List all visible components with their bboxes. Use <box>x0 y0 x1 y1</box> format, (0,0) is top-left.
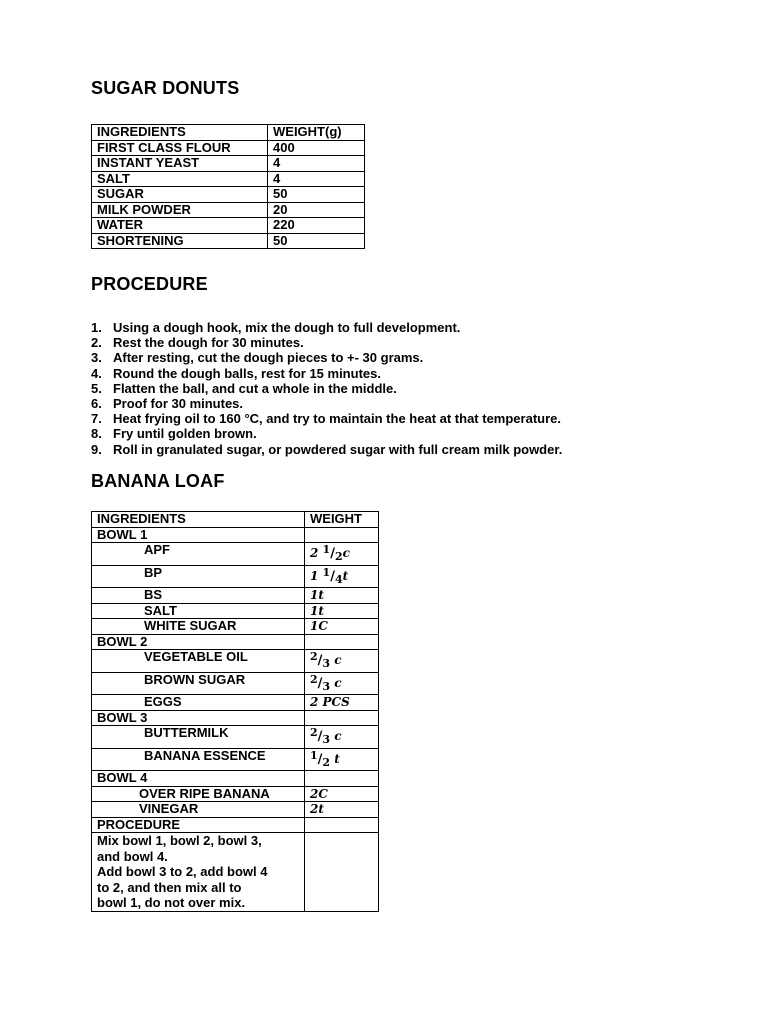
banana-loaf-title: BANANA LOAF <box>91 471 225 491</box>
amount-fraction: $^1/_2$ <box>322 543 343 563</box>
ingredient-weight <box>305 565 379 588</box>
procedure-label: PROCEDURE <box>92 817 305 833</box>
fraction-numerator: 2 <box>310 672 318 686</box>
step-text: Rest the dough for 30 minutes. <box>113 335 304 351</box>
amount: 2C <box>310 786 328 801</box>
ingredient-weight: 220 <box>268 218 365 234</box>
table-row <box>92 619 379 635</box>
table-row <box>92 156 365 172</box>
ingredient-name: MILK POWDER <box>92 202 268 218</box>
amount-unit: c <box>334 653 342 667</box>
step-text: Heat frying oil to 160 °C, and try to maintain the heat at that temperature. <box>113 411 561 427</box>
procedure-steps <box>91 320 562 457</box>
procedure-text <box>92 833 305 912</box>
empty-cell <box>305 634 379 650</box>
list-item <box>91 442 562 457</box>
bowl-label: BOWL 3 <box>92 710 305 726</box>
table-row <box>92 202 365 218</box>
ingredient-weight <box>305 726 379 749</box>
step-number: 8. <box>91 426 102 442</box>
ingredient-name: BP <box>92 565 305 588</box>
ingredient-name: VINEGAR <box>92 802 305 818</box>
ingredient-weight <box>305 786 379 802</box>
banana-ingredients-table <box>91 511 379 912</box>
step-text: Proof for 30 minutes. <box>113 396 244 412</box>
fraction-numerator: 1 <box>310 748 318 762</box>
amount: 1C <box>310 619 328 633</box>
ingredient-weight: 20 <box>268 202 365 218</box>
table-row <box>92 543 379 566</box>
list-item <box>91 426 562 441</box>
list-item <box>91 350 562 365</box>
empty-cell <box>305 771 379 787</box>
fraction-numerator: 2 <box>310 726 318 739</box>
table-row <box>92 726 379 749</box>
amount-unit: c <box>334 675 342 690</box>
ingredient-name: BS <box>92 588 305 604</box>
fraction-numerator: 1 <box>322 565 331 579</box>
ingredient-name: SUGAR <box>92 187 268 203</box>
empty-cell <box>305 833 379 912</box>
step-text: Using a dough hook, mix the dough to full development. <box>113 320 461 335</box>
table-row <box>92 802 379 818</box>
bowl-row <box>92 527 379 543</box>
fraction-denominator: 4 <box>334 572 343 586</box>
list-item <box>91 396 562 411</box>
amount-whole: 1 <box>310 568 319 583</box>
procedure-line: Mix bowl 1, bowl 2, bowl 3, <box>97 833 262 848</box>
step-number: 2. <box>91 335 102 351</box>
header-ingredients: INGREDIENTS <box>92 512 305 528</box>
empty-cell <box>305 710 379 726</box>
step-text: Round the dough balls, rest for 15 minutes. <box>113 365 381 381</box>
table-row <box>92 603 379 619</box>
ingredient-weight <box>305 603 379 619</box>
procedure-line: Add bowl 3 to 2, add bowl 4 <box>97 864 268 879</box>
list-item <box>91 335 562 350</box>
step-number: 6. <box>91 396 102 412</box>
amount: 1t <box>310 603 324 618</box>
ingredient-name: FIRST CLASS FLOUR <box>92 140 268 156</box>
fraction-denominator: 2 <box>322 755 331 769</box>
step-number: 1. <box>91 320 102 335</box>
list-item <box>91 320 562 335</box>
table-header-row <box>92 512 379 528</box>
amount-unit: c <box>342 546 350 560</box>
list-item <box>91 381 562 396</box>
amount-fraction: $^2/_3$ <box>310 672 331 693</box>
ingredient-weight <box>305 672 379 695</box>
table-row <box>92 218 365 234</box>
ingredient-weight <box>305 588 379 604</box>
amount-fraction: $^1/_4$ <box>322 565 343 586</box>
ingredient-name: SHORTENING <box>92 233 268 249</box>
procedure-line: bowl 1, do not over mix. <box>97 895 246 910</box>
step-number: 5. <box>91 380 102 396</box>
fraction-numerator: 2 <box>310 650 318 663</box>
procedure-line: and bowl 4. <box>97 848 168 864</box>
procedure-line: to 2, and then mix all to <box>97 879 242 895</box>
header-ingredients: INGREDIENTS <box>92 125 268 141</box>
ingredient-name: WATER <box>92 218 268 234</box>
step-number: 7. <box>91 411 102 427</box>
table-row <box>92 695 379 711</box>
table-row <box>92 786 379 802</box>
amount-fraction: $^2/_3$ <box>310 726 331 746</box>
ingredient-name: OVER RIPE BANANA <box>92 786 305 802</box>
step-number: 9. <box>91 441 102 457</box>
fraction-denominator: 3 <box>322 733 331 746</box>
table-row <box>92 650 379 673</box>
table-row <box>92 672 379 695</box>
table-row <box>92 748 379 771</box>
ingredient-name: SALT <box>92 603 305 619</box>
ingredient-weight: 4 <box>268 156 365 172</box>
amount: 2 PCS <box>310 695 350 709</box>
empty-cell <box>305 527 379 543</box>
table-row <box>92 187 365 203</box>
step-text: Roll in granulated sugar, or powdered sugar with full cream milk powder. <box>113 441 563 457</box>
bowl-label: BOWL 2 <box>92 634 305 650</box>
sugar-donuts-title: SUGAR DONUTS <box>91 78 240 98</box>
table-row <box>92 171 365 187</box>
bowl-row <box>92 710 379 726</box>
fraction-numerator: 1 <box>322 543 331 556</box>
ingredient-name: BROWN SUGAR <box>92 672 305 695</box>
ingredient-weight <box>305 650 379 673</box>
bowl-label: BOWL 1 <box>92 527 305 543</box>
donuts-ingredients-table <box>91 124 365 249</box>
amount-unit: t <box>342 568 349 583</box>
amount-whole: 2 <box>310 546 319 560</box>
list-item <box>91 411 562 426</box>
bowl-row <box>92 771 379 787</box>
procedure-title: PROCEDURE <box>91 274 208 294</box>
amount-unit: c <box>334 729 342 743</box>
amount-fraction: $^2/_3$ <box>310 650 331 670</box>
ingredient-weight: 50 <box>268 233 365 249</box>
fraction-denominator: 3 <box>322 657 331 670</box>
ingredient-name: EGGS <box>92 695 305 711</box>
ingredient-name: WHITE SUGAR <box>92 619 305 635</box>
list-item <box>91 366 562 381</box>
table-header-row <box>92 125 365 141</box>
amount-unit: t <box>334 751 340 766</box>
ingredient-name: BANANA ESSENCE <box>92 748 305 771</box>
step-number: 4. <box>91 365 102 381</box>
step-text: Fry until golden brown. <box>113 426 257 442</box>
ingredient-name: SALT <box>92 171 268 187</box>
header-weight: WEIGHT <box>305 512 379 528</box>
bowl-label: BOWL 4 <box>92 771 305 787</box>
procedure-label-row <box>92 817 379 833</box>
ingredient-name: BUTTERMILK <box>92 726 305 749</box>
header-weight: WEIGHT(g) <box>268 125 365 141</box>
amount: 1t <box>310 588 324 602</box>
ingredient-name: VEGETABLE OIL <box>92 650 305 673</box>
ingredient-weight <box>305 619 379 635</box>
step-text: After resting, cut the dough pieces to +- 30 grams. <box>113 350 424 366</box>
fraction-denominator: 3 <box>322 679 331 693</box>
amount: 2t <box>310 802 324 816</box>
ingredient-weight <box>305 748 379 771</box>
ingredient-weight: 50 <box>268 187 365 203</box>
ingredient-weight: 400 <box>268 140 365 156</box>
ingredient-weight: 4 <box>268 171 365 187</box>
table-row <box>92 233 365 249</box>
table-row <box>92 565 379 588</box>
bowl-row <box>92 634 379 650</box>
table-row <box>92 140 365 156</box>
step-text: Flatten the ball, and cut a whole in the middle. <box>113 380 397 396</box>
step-number: 3. <box>91 350 102 366</box>
amount-fraction: $^1/_2$ <box>310 748 331 769</box>
procedure-text-row <box>92 833 379 912</box>
ingredient-name: INSTANT YEAST <box>92 156 268 172</box>
empty-cell <box>305 817 379 833</box>
ingredient-weight <box>305 543 379 566</box>
table-row <box>92 588 379 604</box>
fraction-denominator: 2 <box>334 550 343 563</box>
ingredient-weight <box>305 695 379 711</box>
ingredient-weight <box>305 802 379 818</box>
ingredient-name: APF <box>92 543 305 566</box>
